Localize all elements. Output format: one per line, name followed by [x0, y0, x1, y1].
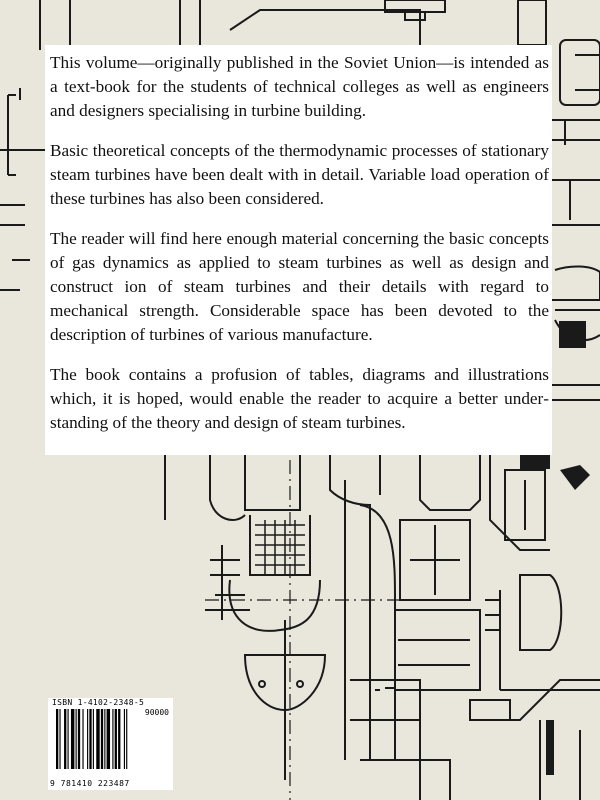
barcode-bar	[64, 709, 66, 769]
barcode-bar	[89, 709, 91, 769]
barcode-bar	[87, 709, 88, 769]
price-code: 90000	[144, 708, 169, 717]
barcode-bar	[59, 709, 60, 769]
barcode-bar	[76, 709, 77, 769]
barcode-bar	[126, 709, 127, 769]
blurb-paragraph-4: The book contains a profusion of tables, diagrams and illustrations which, it is hoped, would enable the reader to acquire a better understanding of the theory and design of steam turbines.	[50, 365, 549, 432]
barcode-bar	[118, 709, 120, 769]
blurb-text-panel	[45, 45, 552, 455]
barcode-bar	[82, 709, 83, 769]
barcode-bar	[115, 709, 117, 769]
isbn-barcode	[48, 698, 173, 790]
blurb-paragraph-3: The reader will find here enough material concerning the basic concepts of gas dynamics as applied to steam turbines as well as design and construct ion of steam turbines and their details with regard to mechanical strength. Considerable space has been devoted to the description of turbines of various manufacture.	[50, 229, 549, 344]
barcode-bar	[112, 709, 113, 769]
barcode-bar	[107, 709, 110, 769]
barcode-bar	[96, 709, 99, 769]
barcode-bar	[56, 709, 58, 769]
isbn-label: ISBN 1-4102-2348-5	[52, 698, 145, 707]
blurb-paragraph-1: This volume—originally published in the Soviet Union—is intended as a text-book for the students of technical colleges as well as engineers and designers specialising in turbine building.	[50, 53, 549, 120]
barcode-bar	[93, 709, 94, 769]
barcode-bar	[124, 709, 125, 769]
barcode-bar	[78, 709, 80, 769]
barcode-bar	[104, 709, 105, 769]
barcode-bars	[54, 709, 167, 777]
barcode-bar	[71, 709, 74, 769]
barcode-bar	[68, 709, 69, 769]
ean-number: 9 781410 223487	[50, 779, 130, 788]
barcode-bar	[101, 709, 103, 769]
blurb-paragraph-2: Basic theoretical concepts of the thermodynamic processes of stationary steam turbines have been dealt with in detail. Variable load operation of these turbines has also been considered.	[50, 141, 549, 208]
